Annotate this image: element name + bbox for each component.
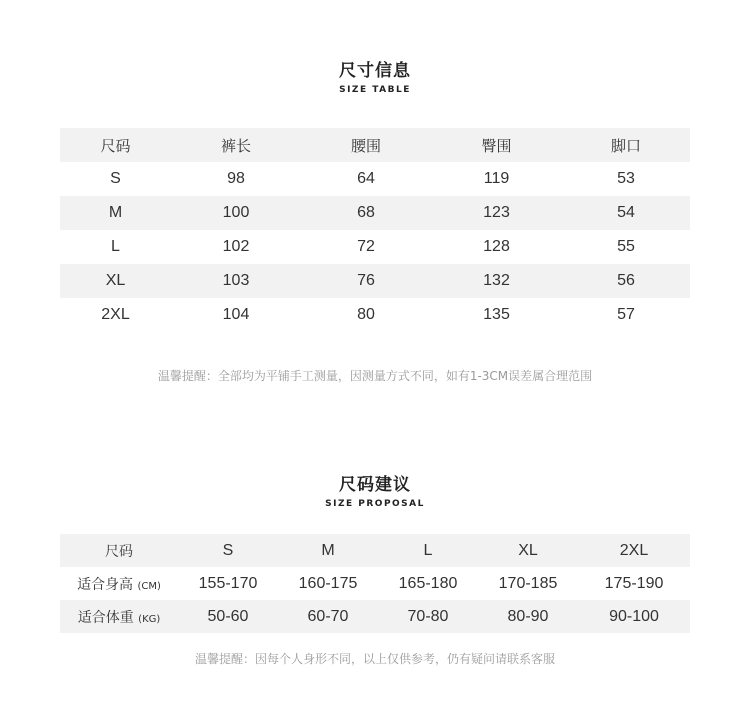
header-waist: 腰围 <box>301 128 431 162</box>
table-cell: S <box>110 170 121 187</box>
header-pants-length: 裤长 <box>171 128 301 162</box>
size-proposal-subtitle: SIZE PROPOSAL <box>325 499 425 509</box>
table-cell: 2XL <box>101 306 130 323</box>
table-cell: 90-100 <box>578 600 690 633</box>
table-cell: 160-175 <box>298 574 358 592</box>
table-row <box>60 264 690 298</box>
row-label-unit: (CM) <box>137 580 161 592</box>
table-cell: 175-190 <box>604 574 664 592</box>
table-cell: 103 <box>171 264 301 298</box>
table-row <box>60 567 690 600</box>
table-cell: XL <box>60 264 171 298</box>
header-size: 尺码 <box>60 534 178 567</box>
table-cell: 53 <box>617 170 635 187</box>
table-cell: 64 <box>357 170 375 187</box>
table-cell: 165-180 <box>398 574 458 592</box>
table-row <box>60 196 690 230</box>
table-cell: M <box>60 196 171 230</box>
table-cell: 68 <box>301 196 431 230</box>
table-cell: 57 <box>617 306 635 323</box>
header-size-2xl: 2XL <box>578 534 690 567</box>
size-table-note: 温馨提醒：全部均为平铺手工测量，因测量方式不同，如有1-3CM误差属合理范围 <box>157 369 593 383</box>
row-label-text: 适合体重 <box>77 609 134 626</box>
size-table <box>60 128 690 332</box>
row-label-unit: (KG) <box>138 613 161 625</box>
size-proposal-heading <box>0 474 750 511</box>
size-table-subtitle: SIZE TABLE <box>339 85 411 95</box>
table-cell: 56 <box>562 264 690 298</box>
table-row <box>60 162 690 196</box>
table-cell: 123 <box>431 196 562 230</box>
table-cell: 80 <box>357 306 375 323</box>
table-row <box>60 600 690 633</box>
header-leg-opening: 脚口 <box>562 128 690 162</box>
table-cell: 102 <box>222 238 250 255</box>
header-hip: 臀围 <box>431 128 562 162</box>
size-table-heading <box>0 60 750 97</box>
table-cell: 60-70 <box>278 600 378 633</box>
size-proposal-title: 尺码建议 <box>339 475 411 495</box>
size-table-title: 尺寸信息 <box>339 61 411 81</box>
proposal-header-row <box>60 534 690 567</box>
size-proposal-note: 温馨提醒：因每个人身形不同，以上仅供参考，仍有疑问请联系客服 <box>194 652 555 666</box>
header-size-l: L <box>378 534 478 567</box>
table-cell: 76 <box>301 264 431 298</box>
table-row <box>60 298 690 332</box>
table-cell: 50-60 <box>178 600 278 633</box>
table-cell: 100 <box>171 196 301 230</box>
table-cell: 119 <box>483 170 510 187</box>
table-cell: 155-170 <box>198 574 258 592</box>
row-label-weight <box>60 600 178 633</box>
header-size-xl: XL <box>478 534 578 567</box>
size-table-header-row <box>60 128 690 162</box>
size-proposal-table <box>60 534 690 633</box>
table-cell: 104 <box>222 306 250 323</box>
row-label-height <box>60 567 178 600</box>
table-cell: 98 <box>227 170 245 187</box>
table-cell: 135 <box>483 306 510 323</box>
table-row <box>60 230 690 264</box>
table-cell: 170-185 <box>498 574 558 592</box>
table-cell: 132 <box>431 264 562 298</box>
table-cell: 128 <box>483 238 510 255</box>
table-cell: 54 <box>562 196 690 230</box>
table-cell: 72 <box>357 238 375 255</box>
row-label-text: 适合身高 <box>77 576 134 593</box>
table-cell: L <box>111 238 120 255</box>
table-cell: 80-90 <box>478 600 578 633</box>
header-size: 尺码 <box>60 128 171 162</box>
header-size-m: M <box>278 534 378 567</box>
table-cell: 55 <box>617 238 635 255</box>
table-cell: 70-80 <box>378 600 478 633</box>
header-size-s: S <box>178 534 278 567</box>
